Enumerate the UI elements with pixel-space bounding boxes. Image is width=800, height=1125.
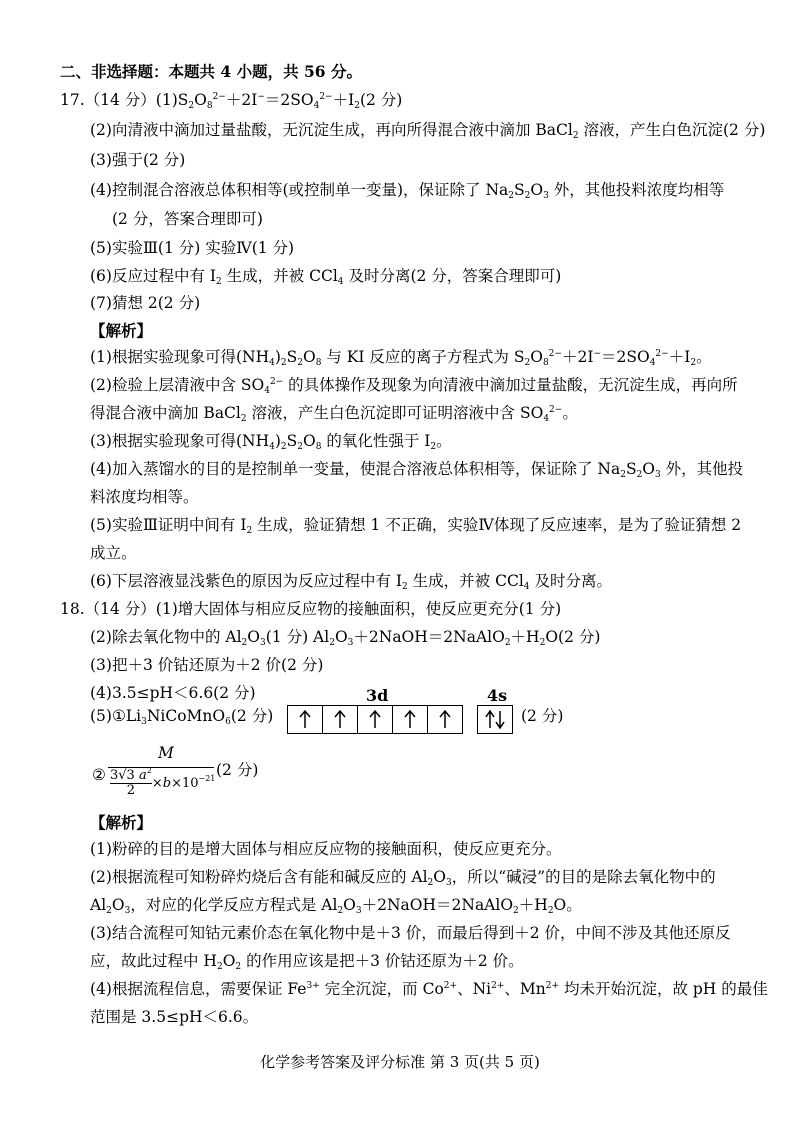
q18-analysis-3a: (3)结合流程可知钴元素价态在氧化物中是＋3 价，而最后得到＋2 价，中间不涉及其他还原反 bbox=[90, 924, 731, 942]
orbital-3d-cell bbox=[428, 706, 462, 733]
q18-analysis-2a: (2)根据流程可知粉碎灼烧后含有能和碱反应的 $Al_2O_3$，所以“碱浸”的目的是除去氧化物中的 bbox=[90, 868, 716, 888]
q17-line-2: (2)向清液中滴加过量盐酸，无沉淀生成，再向所得混合液中滴加 BaCl$_2$ 溶液，产生白色沉淀(2 分) bbox=[90, 121, 766, 141]
q18-analysis-3b: 应，故此过程中 $H_2O_2$ 的作用应该是把＋3 价钴还原为＋2 价。 bbox=[90, 952, 524, 972]
q17-analysis-2b: 得混合液中滴加 BaCl$_2$ 溶液，产生白色沉淀即可证明溶液中含 $SO_4^{2-}$。 bbox=[90, 404, 578, 424]
q17-line-6: (5)实验Ⅲ(1 分) 实验Ⅳ(1 分) bbox=[90, 239, 295, 257]
q17-analysis-1: (1)根据实验现象可得$(NH_4)_2S_2O_8$ 与 KI 反应的离子方程式为 $S_2O_8^{2-}+2I^-=2SO_4^{2-}+I_2$。 bbox=[90, 348, 712, 368]
up-arrow-icon bbox=[323, 706, 357, 733]
q17-analysis-5a: (5)实验Ⅲ证明中间有 $I_2$ 生成，验证猜想 1 不正确，实验Ⅳ体现了反应速率，是为了验证猜想 2 bbox=[90, 516, 742, 536]
page-footer: 化学参考答案及评分标准 第 3 页(共 5 页) bbox=[260, 1053, 540, 1071]
q17-analysis-5b: 成立。 bbox=[90, 544, 137, 562]
q18-analysis-1: (1)粉碎的目的是增大固体与相应反应物的接触面积，使反应更充分。 bbox=[90, 840, 562, 858]
q17-line-5: (2 分，答案合理即可) bbox=[112, 210, 263, 228]
q18-analysis-4a: (4)根据流程信息，需要保证 $Fe^{3+}$ 完全沉淀，而 $Co^{2+}$、$Ni^{2+}$、$Mn^{2+}$ 均未开始沉淀，故 pH 的最佳 bbox=[90, 980, 768, 998]
q17-line-7: (6)反应过程中有 $I_2$ 生成，并被 CCl$_4$ 及时分离(2 分，答案合理即可) bbox=[90, 267, 562, 287]
orbital-4s-cell bbox=[478, 706, 512, 733]
q18-analysis-4b: 范围是 3.5≤pH＜6.6。 bbox=[90, 1008, 259, 1026]
orbital-3d-label: 3d bbox=[366, 686, 389, 705]
q17-analysis-6: (6)下层溶液显浅紫色的原因为反应过程中有 $I_2$ 生成，并被 CCl$_4$ 及时分离。 bbox=[90, 572, 612, 592]
q18-analysis-heading: 【解析】 bbox=[90, 813, 153, 832]
density-formula bbox=[92, 740, 292, 800]
q18-line-4: (4)3.5≤pH＜6.6(2 分) bbox=[90, 684, 256, 702]
up-down-arrow-icon bbox=[478, 706, 512, 733]
q17-line-4: (4)控制混合溶液总体积相等(或控制单一变量)，保证除了 $Na_2S_2O_3$ 外，其他投料浓度均相等 bbox=[90, 181, 725, 201]
orbital-3d-cell bbox=[393, 706, 428, 733]
formula-score: (2 分) bbox=[216, 761, 259, 779]
orbital-score: (2 分) bbox=[521, 707, 564, 725]
q18-analysis-2b: $Al_2O_3$，对应的化学反应方程式是 $Al_2O_3+2NaOH=2NaAlO_2+H_2O$。 bbox=[90, 896, 582, 916]
up-arrow-icon bbox=[428, 706, 462, 733]
orbital-3d-cell bbox=[358, 706, 393, 733]
orbital-3d-cell bbox=[288, 706, 323, 733]
formula-denominator: $\frac{3√3 a^2}{2}$ $\times b\times 10^{-21}$ bbox=[110, 766, 216, 798]
orbital-4s-box bbox=[477, 705, 513, 734]
orbital-4s-label: 4s bbox=[487, 686, 508, 705]
orbital-3d-cell bbox=[323, 706, 358, 733]
q17-analysis-4a: (4)加入蒸馏水的目的是控制单一变量，使混合溶液总体积相等，保证除了 $Na_2S_2O_3$ 外，其他投 bbox=[90, 460, 744, 480]
q17-analysis-4b: 料浓度均相等。 bbox=[90, 488, 199, 506]
up-arrow-icon bbox=[288, 706, 322, 733]
q17-analysis-2a: (2)检验上层清液中含 $SO_4^{2-}$ 的具体操作及现象为向清液中滴加过量盐酸，无沉淀生成，再向所 bbox=[90, 376, 738, 396]
formula-mark: ② bbox=[92, 766, 106, 784]
section-title: 二、非选择题：本题共 4 小题，共 56 分。 bbox=[60, 62, 362, 81]
q17-line-3: (3)强于(2 分) bbox=[90, 151, 186, 169]
q17-line-8: (7)猜想 2(2 分) bbox=[90, 294, 201, 312]
q17-line-1: 17.（14 分）$(1)S_2O_8^{2-}+2I^-=2SO_4^{2-}+I_2(2$ 分) bbox=[60, 91, 403, 111]
q17-analysis-heading: 【解析】 bbox=[90, 321, 153, 340]
up-arrow-icon bbox=[393, 706, 427, 733]
q17-analysis-3: (3)根据实验现象可得$(NH_4)_2S_2O_8$ 的氧化性强于 $I_2$。 bbox=[90, 432, 452, 452]
q18-line-2: (2)除去氧化物中的 $Al_2O_3(1$ 分) $Al_2O_3+2NaOH=2NaAlO_2+H_2O(2$ 分) bbox=[90, 628, 601, 648]
q18-line-5: $(5)①Li_3NiCoMnO_6(2$ 分) bbox=[90, 707, 274, 727]
q18-line-1: 18.（14 分）(1)增大固体与相应反应物的接触面积，使反应更充分(1 分) bbox=[60, 600, 562, 618]
up-arrow-icon bbox=[358, 706, 392, 733]
orbital-3d-box bbox=[287, 705, 463, 734]
formula-numerator: M bbox=[158, 744, 174, 762]
q18-line-3: (3)把＋3 价钴还原为＋2 价(2 分) bbox=[90, 656, 324, 674]
